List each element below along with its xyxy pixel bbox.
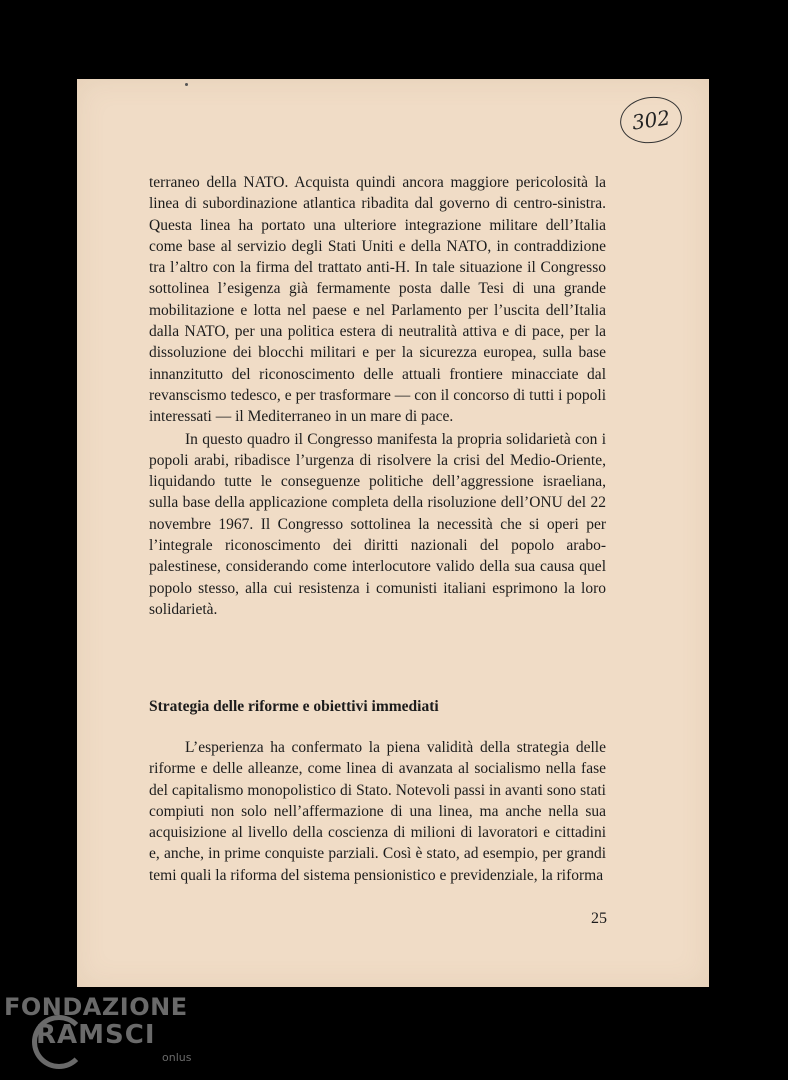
archive-number-stamp: [617, 93, 685, 147]
logo-line2: RAMSCI: [36, 1020, 156, 1050]
body-text: [149, 172, 606, 620]
archive-number: 302: [630, 105, 672, 135]
fondazione-gramsci-logo: [4, 993, 192, 1064]
section-paragraph: L’esperienza ha confermato la piena validità della strategia delle riforme e delle alleanze, come linea di avanzata al socialismo nella fase del capitalismo monopolistico di Stato. Notevoli passi in avanti sono stati compiuti non solo nell’affermazione di una linea, ma anche nella sua acquisizione al livello della coscienza di milioni di lavoratori e cittadini e, anche, in prime conquiste parziali. Così è stato, ad esempio, per grandi temi quali la riforma del sistema pensionistico e previdenziale, la riforma: [149, 739, 606, 884]
logo-onlus: onlus: [162, 1051, 192, 1064]
logo-line1: FONDAZIONE: [4, 993, 188, 1021]
page-number: 25: [591, 910, 607, 927]
section-heading: Strategia delle riforme e obiettivi immediati: [149, 698, 439, 715]
document-page: [77, 79, 709, 987]
ink-dot: [185, 83, 188, 86]
paragraph-1: terraneo della NATO. Acquista quindi ancora maggiore pericolosità la linea di subordinazione atlantica ribadita dal governo di centro-sinistra. Questa linea ha portato una ulteriore integrazione militare dell’Italia come base al servizio degli Stati Uniti e della NATO, in contraddizione tra l’altro con la firma del trattato anti-H. In tale situazione il Congresso sottolinea l’esigenza già fermamente posta dalle Tesi di una grande mobilitazione e lotta nel paese e nel Parlamento per l’uscita dell’Italia dalla NATO, per una politica estera di neutralità attiva e di pace, per la dissoluzione dei blocchi militari e per la sicurezza europea, sulla base innanzitutto del riconoscimento delle attuali frontiere minacciate dal revanscismo tedesco, e per trasformare — con il concorso di tutti i popoli interessati — il Mediterraneo in un mare di pace.: [149, 174, 606, 426]
paragraph-2: In questo quadro il Congresso manifesta la propria solidarietà con i popoli arabi, ribadisce l’urgenza di risolvere la crisi del Medio-Oriente, liquidando tutte le conseguenze politiche dell’aggressione israeliana, sulla base della applicazione completa della risoluzione dell’ONU del 22 novembre 1967. Il Congresso sottolinea la necessità che si operi per l’integrale riconoscimento dei diritti nazionali del popolo arabo-palestinese, considerando come interlocutore valido della sua causa quel popolo stesso, alla cui resistenza i comunisti italiani esprimono la loro solidarietà.: [149, 430, 606, 618]
